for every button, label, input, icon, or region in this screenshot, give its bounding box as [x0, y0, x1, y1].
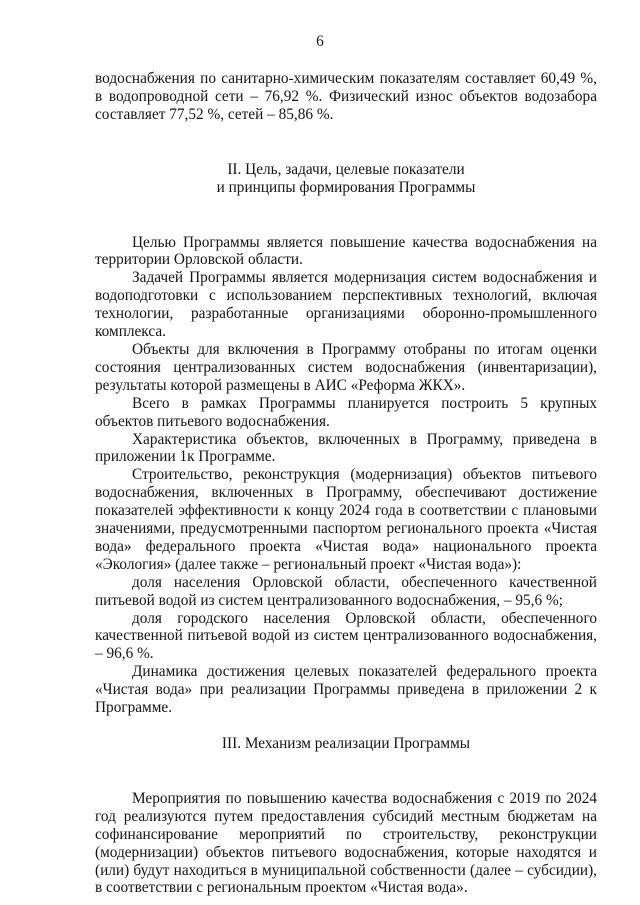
section-3-paragraph: Мероприятия по повышению качества водоснабжения с 2019 по 2024 год реализуются путем предоставления субсидий местным бюджетам на софинансирование мероприятий по строительству, реконструкции (модернизации) объектов питьевого водоснабжения, которые находятся и (или) будут находиться в муниципальной собственности (далее – субсидии), в соответствии с региональным проектом «Чистая вода». [95, 789, 597, 897]
section-2-heading-line-2: и принципы формирования Программы [216, 178, 476, 196]
section-2-heading [95, 161, 597, 197]
section-2-heading-line-1: II. Цель, задачи, целевые показатели [227, 160, 465, 178]
indicator-paragraph: доля населения Орловской области, обеспеченного качественной питьевой водой из систем централизованного водоснабжения, – 95,6 %; [95, 573, 597, 609]
section-2-paragraph: Характеристика объектов, включенных в Программу, приведена в приложении 1к Программе. [95, 430, 597, 466]
intro-paragraph: водоснабжения по санитарно-химическим показателям составляет 60,49 %, в водопроводной сети – 76,92 %. Физический износ объектов водозабора составляет 77,52 %, сетей – 85,86 %. [95, 70, 597, 123]
section-2-paragraph: Всего в рамках Программы планируется построить 5 крупных объектов питьевого водоснабжения. [95, 394, 597, 430]
page-number: 6 [316, 33, 324, 50]
section-2-paragraph: Целью Программы является повышение качества водоснабжения на территории Орловской области. [95, 233, 597, 269]
section-2-paragraph: Строительство, реконструкция (модернизация) объектов питьевого водоснабжения, включенных в Программу, обеспечивают достижение показателей эффективности к концу 2024 года в соответствии с плановыми значениями, предусмотренными паспортом регионального проекта «Чистая вода» федерального проекта «Чистая вода» национального проекта «Экология» (далее также – региональный проект «Чистая вода»): [95, 466, 597, 573]
section-2-paragraph: Объекты для включения в Программу отобраны по итогам оценки состояния централизованных систем водоснабжения (инвентаризации), результаты которой размещены в АИС «Реформа ЖКХ». [95, 340, 597, 394]
page-content [95, 70, 597, 897]
section-2-paragraph: Задачей Программы является модернизация систем водоснабжения и водоподготовки с использованием перспективных технологий, включая технологии, разработанные организациями оборонно-промышленного комплекса. [95, 269, 597, 341]
section-3-heading: III. Механизм реализации Программы [221, 735, 471, 752]
section-2-paragraph: Динамика достижения целевых показателей федерального проекта «Чистая вода» при реализации Программы приведена в приложении 2 к Программе. [95, 663, 597, 717]
indicator-paragraph: доля городского населения Орловской области, обеспеченного качественной питьевой водой из систем централизованного водоснабжения, – 96,6 %. [95, 609, 597, 663]
